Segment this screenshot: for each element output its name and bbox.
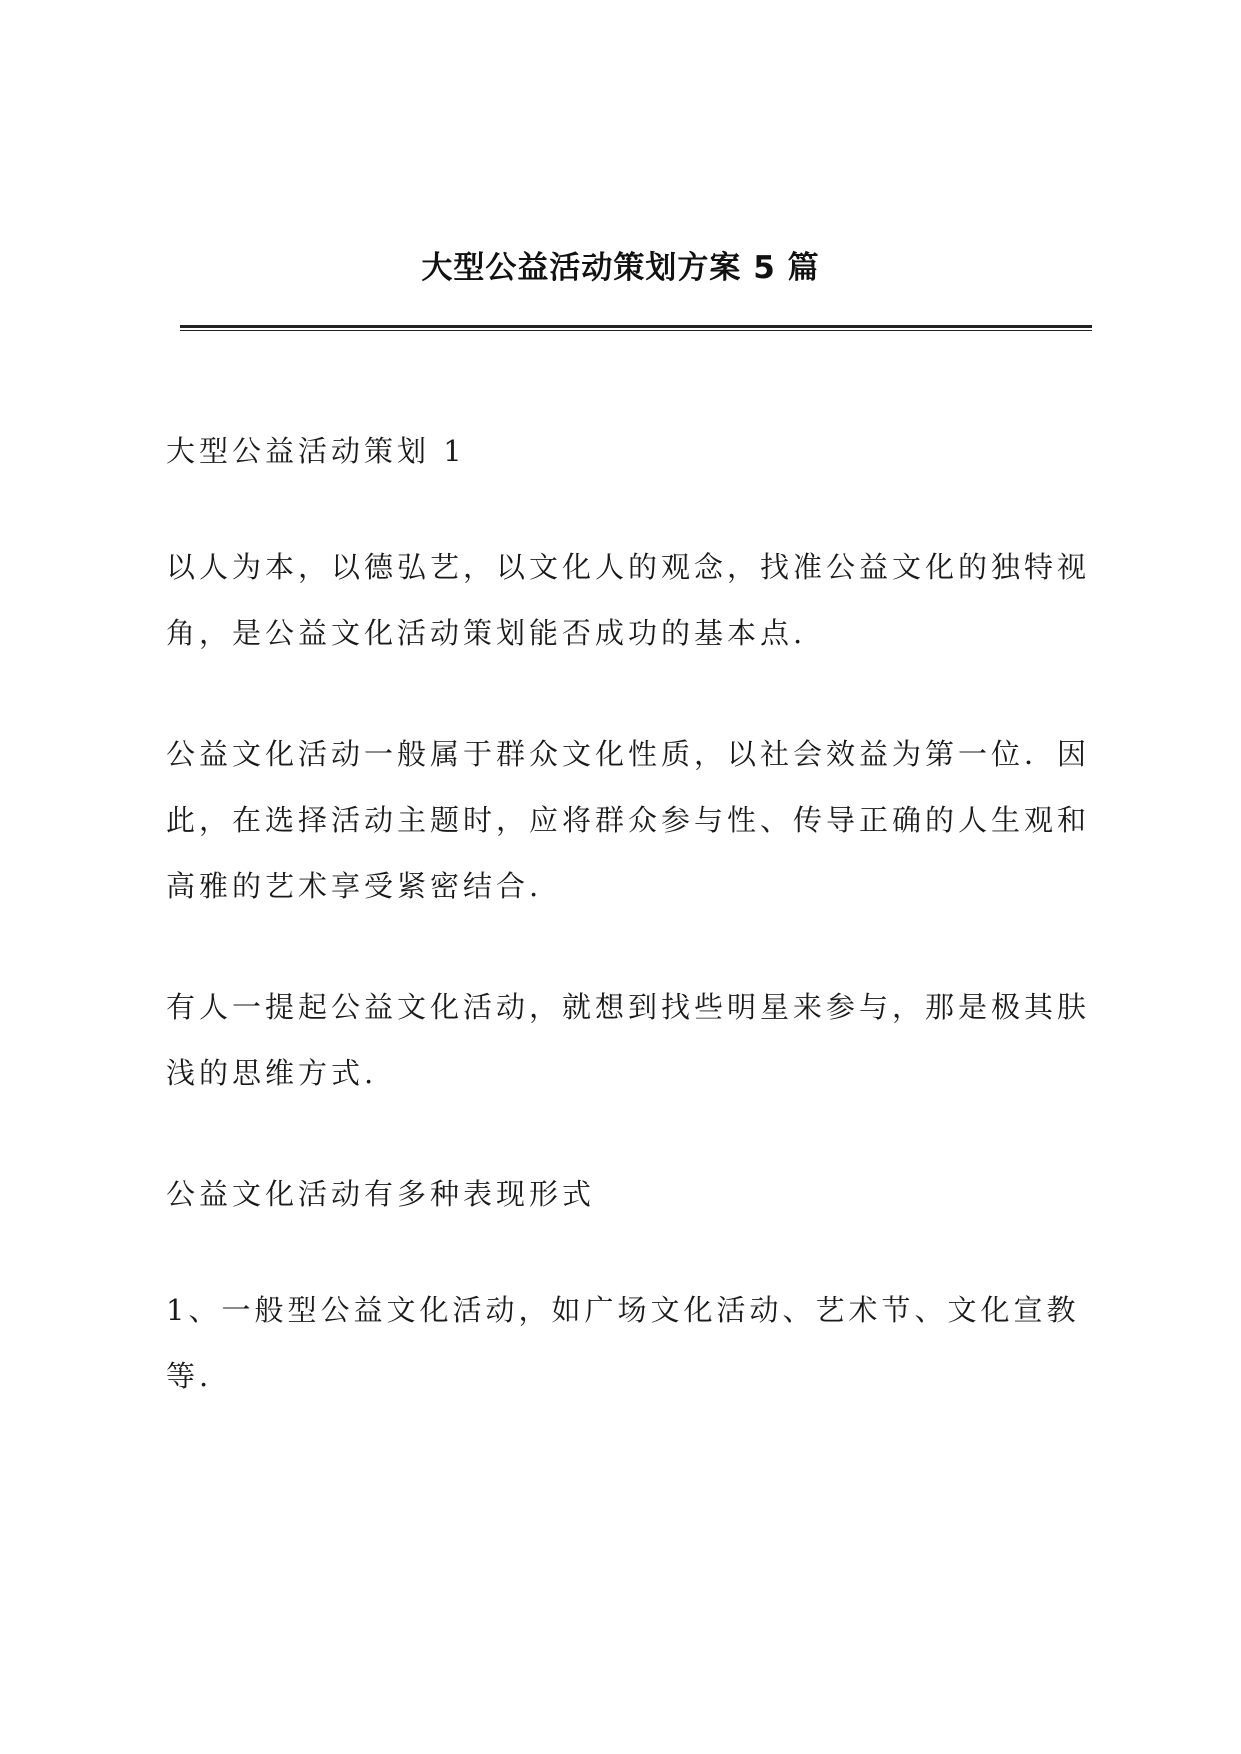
document-title: 大型公益活动策划方案 5 篇 — [421, 250, 820, 286]
body-paragraph: 以人为本，以德弘艺，以文化人的观念，找准公益文化的独特视角，是公益文化活动策划能否成功的基本点. — [166, 550, 1091, 650]
section-heading: 大型公益活动策划 1 — [166, 434, 466, 468]
body-paragraph: 公益文化活动一般属于群众文化性质，以社会效益为第一位．因此，在选择活动主题时，应将群众参与性、传导正确的人生观和高雅的艺术享受紧密结合. — [166, 737, 1091, 903]
title-rule-thick-line — [180, 325, 1092, 328]
section-subheading: 公益文化活动有多种表现形式 — [166, 1177, 596, 1211]
document-body — [166, 418, 1091, 1464]
body-paragraph: 有人一提起公益文化活动，就想到找些明星来参与，那是极其肤浅的思维方式. — [166, 990, 1091, 1090]
title-double-rule — [180, 325, 1092, 332]
title-rule-thin-line — [180, 330, 1092, 331]
list-item-paragraph: 1、一般型公益文化活动，如广场文化活动、艺术节、文化宣教等. — [166, 1293, 1080, 1393]
